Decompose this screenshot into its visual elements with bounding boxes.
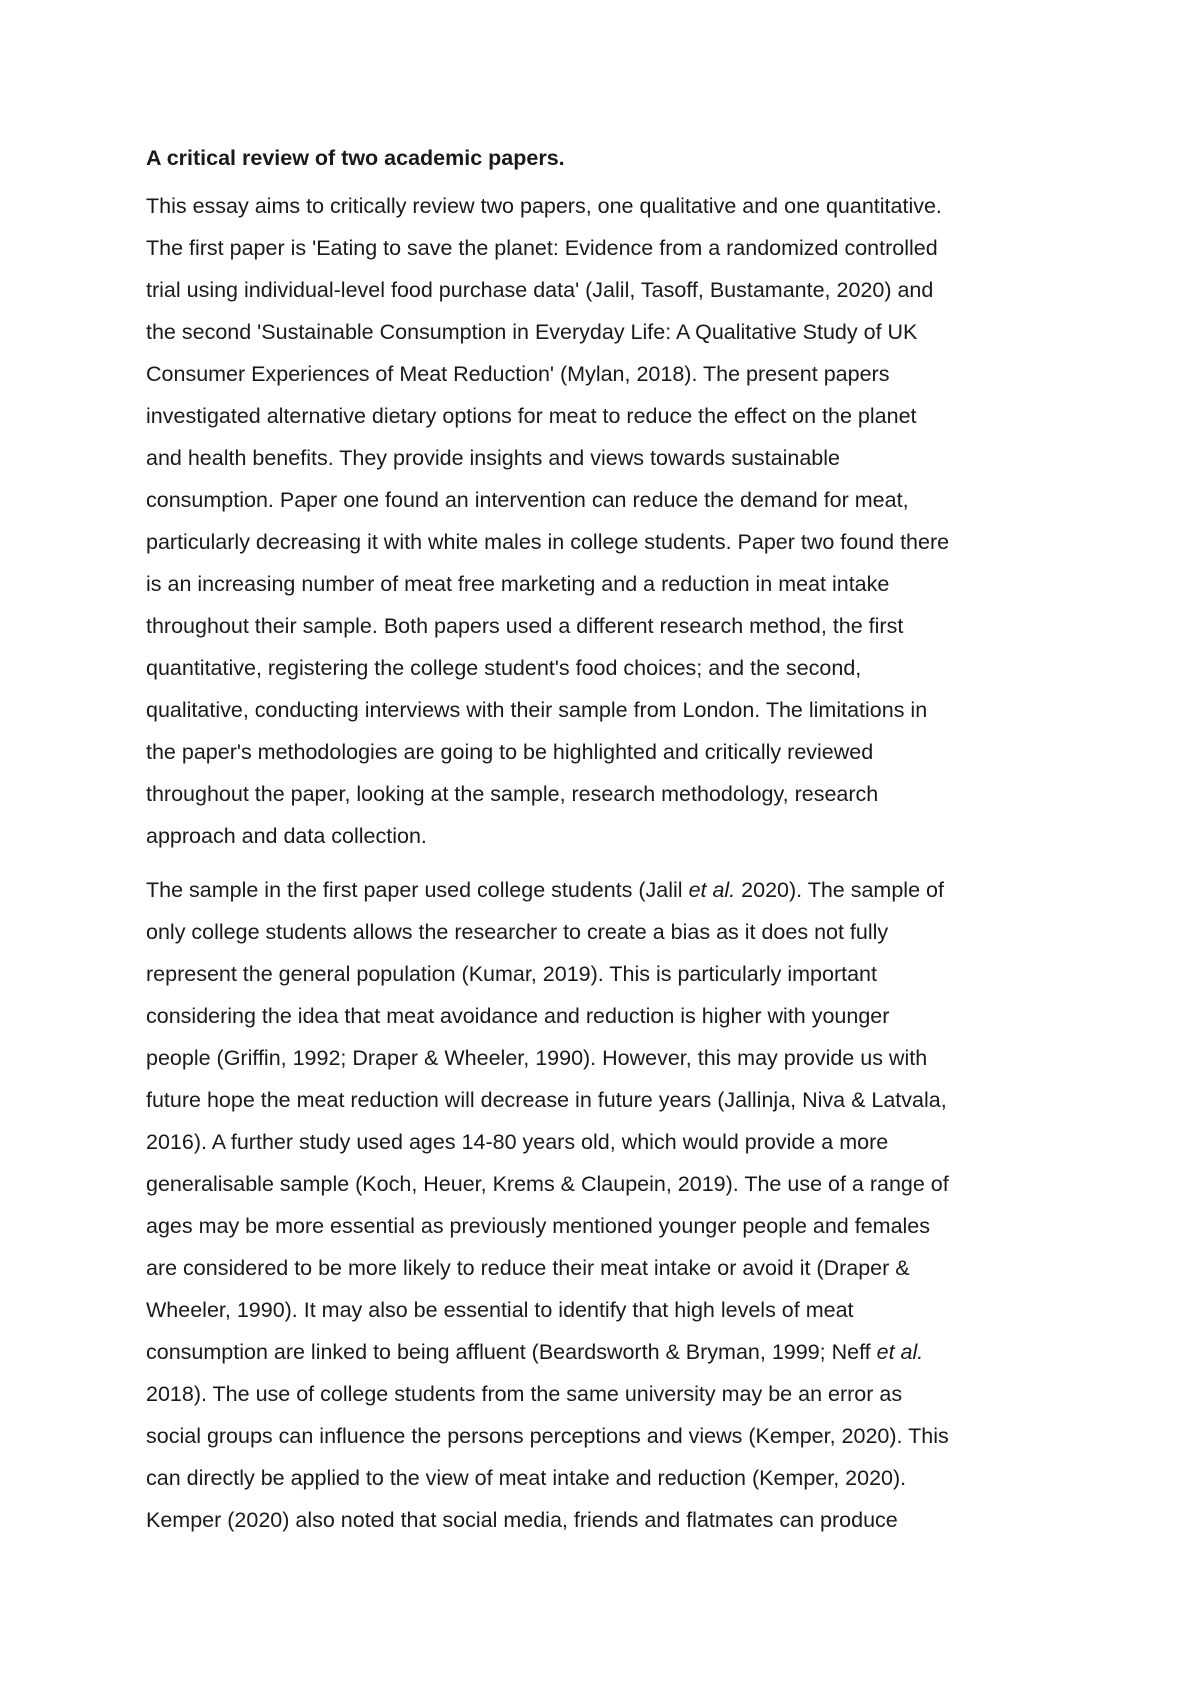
text-line: throughout their sample. Both papers used a different research method, the first [146,614,904,638]
text-line: qualitative, conducting interviews with their sample from London. The limitations in [146,698,928,722]
document-title: A critical review of two academic papers. [146,146,565,170]
text-line: the second 'Sustainable Consumption in Everyday Life: A Qualitative Study of UK [146,320,918,344]
text-line: The sample in the first paper used college students (Jalil et al. 2020). The sample of [146,878,944,902]
text-line: The first paper is 'Eating to save the planet: Evidence from a randomized controlled [146,236,938,260]
text-line: ages may be more essential as previously mentioned younger people and females [146,1214,931,1238]
text-line: and health benefits. They provide insights and views towards sustainable [146,446,840,470]
text-line: social groups can influence the persons perceptions and views (Kemper, 2020). This [146,1424,949,1448]
italic-citation: et al. [876,1340,924,1364]
text-line: is an increasing number of meat free marketing and a reduction in meat intake [146,572,890,596]
document-body [146,144,1076,1541]
text-line: investigated alternative dietary options for meat to reduce the effect on the planet [146,404,917,428]
text-line: the paper's methodologies are going to be highlighted and critically reviewed [146,740,874,764]
text-line: are considered to be more likely to reduce their meat intake or avoid it (Draper & [146,1256,910,1280]
text-line: people (Griffin, 1992; Draper & Wheeler, 1990). However, this may provide us with [146,1046,928,1070]
text-line: can directly be applied to the view of meat intake and reduction (Kemper, 2020). [146,1466,907,1490]
text-line: generalisable sample (Koch, Heuer, Krems & Claupein, 2019). The use of a range of [146,1172,949,1196]
text-line: represent the general population (Kumar, 2019). This is particularly important [146,962,877,986]
text-line: throughout the paper, looking at the sample, research methodology, research [146,782,879,806]
text-line: consumption. Paper one found an intervention can reduce the demand for meat, [146,488,909,512]
text-line: This essay aims to critically review two papers, one qualitative and one quantitative. [146,194,942,218]
text-line: approach and data collection. [146,824,427,848]
text-line: Wheeler, 1990). It may also be essential to identify that high levels of meat [146,1298,854,1322]
italic-citation: et al. [688,878,736,902]
text-line: only college students allows the researcher to create a bias as it does not fully [146,920,889,944]
text-line: quantitative, registering the college student's food choices; and the second, [146,656,862,680]
text-line: Consumer Experiences of Meat Reduction' (Mylan, 2018). The present papers [146,362,890,386]
text-line: 2018). The use of college students from the same university may be an error as [146,1382,903,1406]
text-line: trial using individual-level food purchase data' (Jalil, Tasoff, Bustamante, 2020) and [146,278,934,302]
paragraph-sample [146,869,1076,1541]
text-line: considering the idea that meat avoidance and reduction is higher with younger [146,1004,890,1028]
text-line: consumption are linked to being affluent (Beardsworth & Bryman, 1999; Neff et al. [146,1340,924,1364]
text-line: future hope the meat reduction will decrease in future years (Jallinja, Niva & Latvala, [146,1088,947,1112]
text-line: 2016). A further study used ages 14-80 years old, which would provide a more [146,1130,889,1154]
paragraph-introduction [146,185,1076,857]
text-line: particularly decreasing it with white males in college students. Paper two found there [146,530,950,554]
text-line: Kemper (2020) also noted that social media, friends and flatmates can produce [146,1508,898,1532]
